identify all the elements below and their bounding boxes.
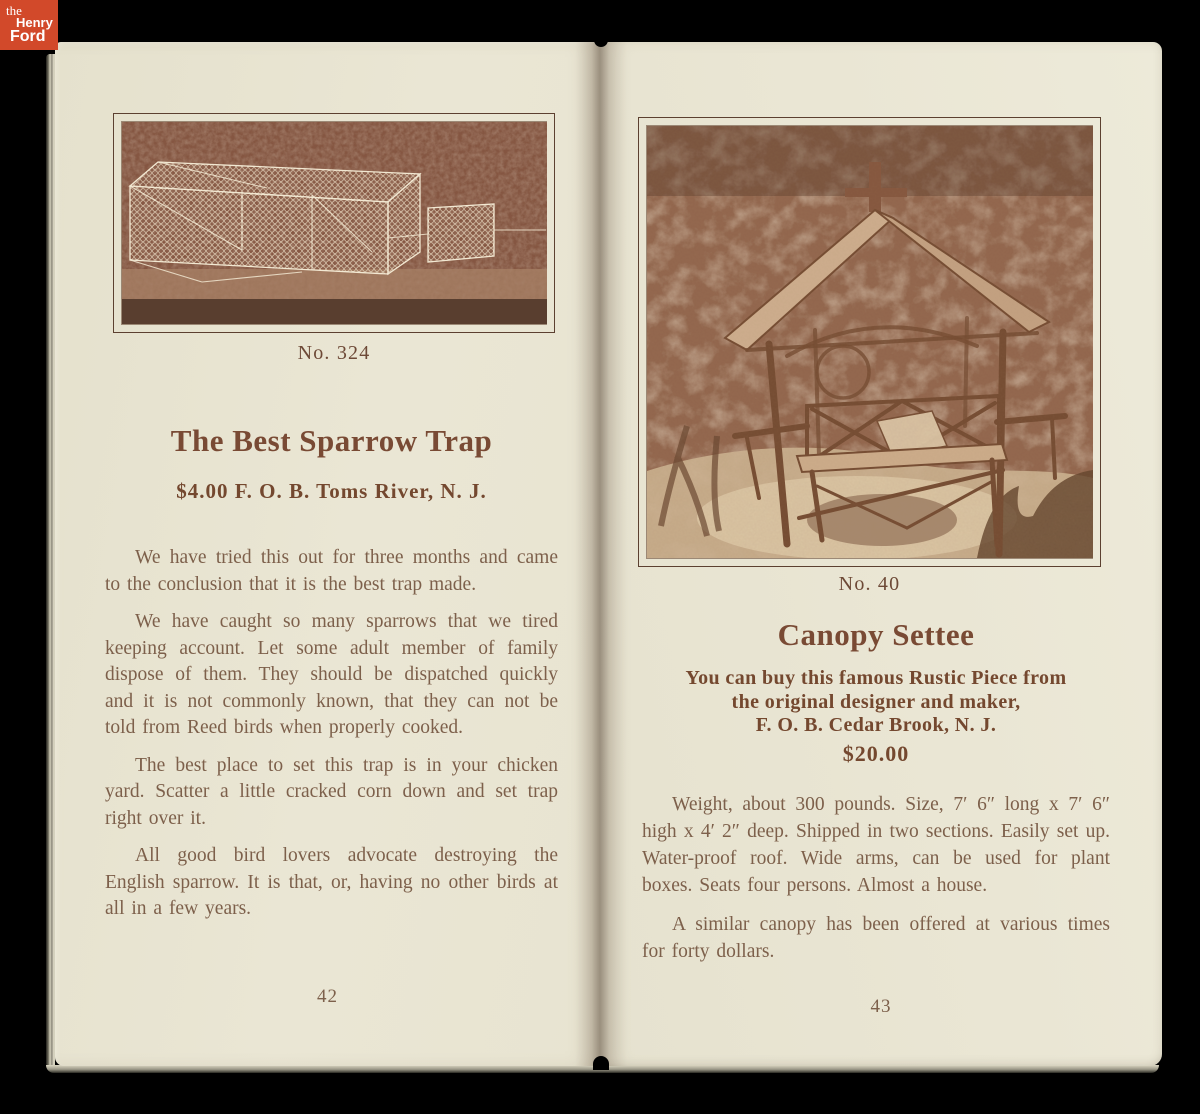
body-paragraph: All good bird lovers advocate destroying the English sparrow. It is that, or, having no other birds at all in a few years. bbox=[105, 845, 558, 919]
body-paragraph: Weight, about 300 pounds. Size, 7′ 6″ long x 7′ 6″ high x 4′ 2″ deep. Shipped in two sections. Easily set up. Water-proof roof. Wide arms, can be used for plant boxes. Seats four persons. Almost a house. bbox=[642, 793, 1110, 896]
page-subtitle: $4.00 F. O. B. Toms River, N. J. bbox=[176, 479, 487, 503]
sparrow-trap-figure bbox=[105, 113, 558, 365]
subtitle-line: F. O. B. Cedar Brook, N. J. bbox=[755, 714, 997, 736]
book-spread bbox=[55, 42, 1162, 1066]
right-page bbox=[600, 42, 1162, 1066]
subtitle-line: You can buy this famous Rustic Piece from bbox=[685, 667, 1067, 689]
body-text bbox=[105, 545, 558, 923]
body-paragraph: The best place to set this trap is in your chicken yard. Scatter a little cracked corn down and set trap right over it. bbox=[105, 754, 558, 829]
page-stack-edge-left bbox=[46, 54, 55, 1068]
subtitle-line: the original designer and maker, bbox=[731, 690, 1021, 713]
sparrow-trap-illustration bbox=[122, 122, 547, 324]
sparrow-trap-photo bbox=[113, 113, 555, 333]
canopy-settee-photo bbox=[638, 117, 1101, 567]
henry-ford-logo bbox=[0, 0, 58, 50]
body-paragraph: We have tried this out for three months and came to the conclusion that it is the best trap made. bbox=[105, 547, 558, 595]
logo-word-henry: Henry bbox=[16, 15, 53, 30]
page-title: Canopy Settee bbox=[777, 617, 975, 652]
canopy-settee-illustration bbox=[647, 126, 1093, 558]
page-number: 43 bbox=[870, 996, 892, 1017]
figure-caption: No. 40 bbox=[838, 573, 901, 595]
page-number: 42 bbox=[317, 986, 338, 1007]
figure-caption: No. 324 bbox=[297, 342, 371, 364]
spine-notch-bottom bbox=[593, 1056, 609, 1070]
left-page bbox=[55, 42, 600, 1066]
body-paragraph: A similar canopy has been offered at various times for forty dollars. bbox=[642, 913, 1110, 962]
body-paragraph: We have caught so many sparrows that we tired keeping account. Let some adult member of family dispose of them. They should be dispatched quickly and it is not commonly known, that they can not be told from Reed birds when properly cooked. bbox=[105, 611, 558, 738]
logo-word-ford: Ford bbox=[10, 28, 46, 45]
logo-word-the: the bbox=[6, 3, 22, 18]
price: $20.00 bbox=[842, 740, 910, 766]
canopy-settee-figure bbox=[642, 117, 1110, 596]
page-title: The Best Sparrow Trap bbox=[170, 423, 493, 458]
page-subtitle bbox=[642, 667, 1110, 738]
body-text bbox=[642, 791, 1110, 965]
